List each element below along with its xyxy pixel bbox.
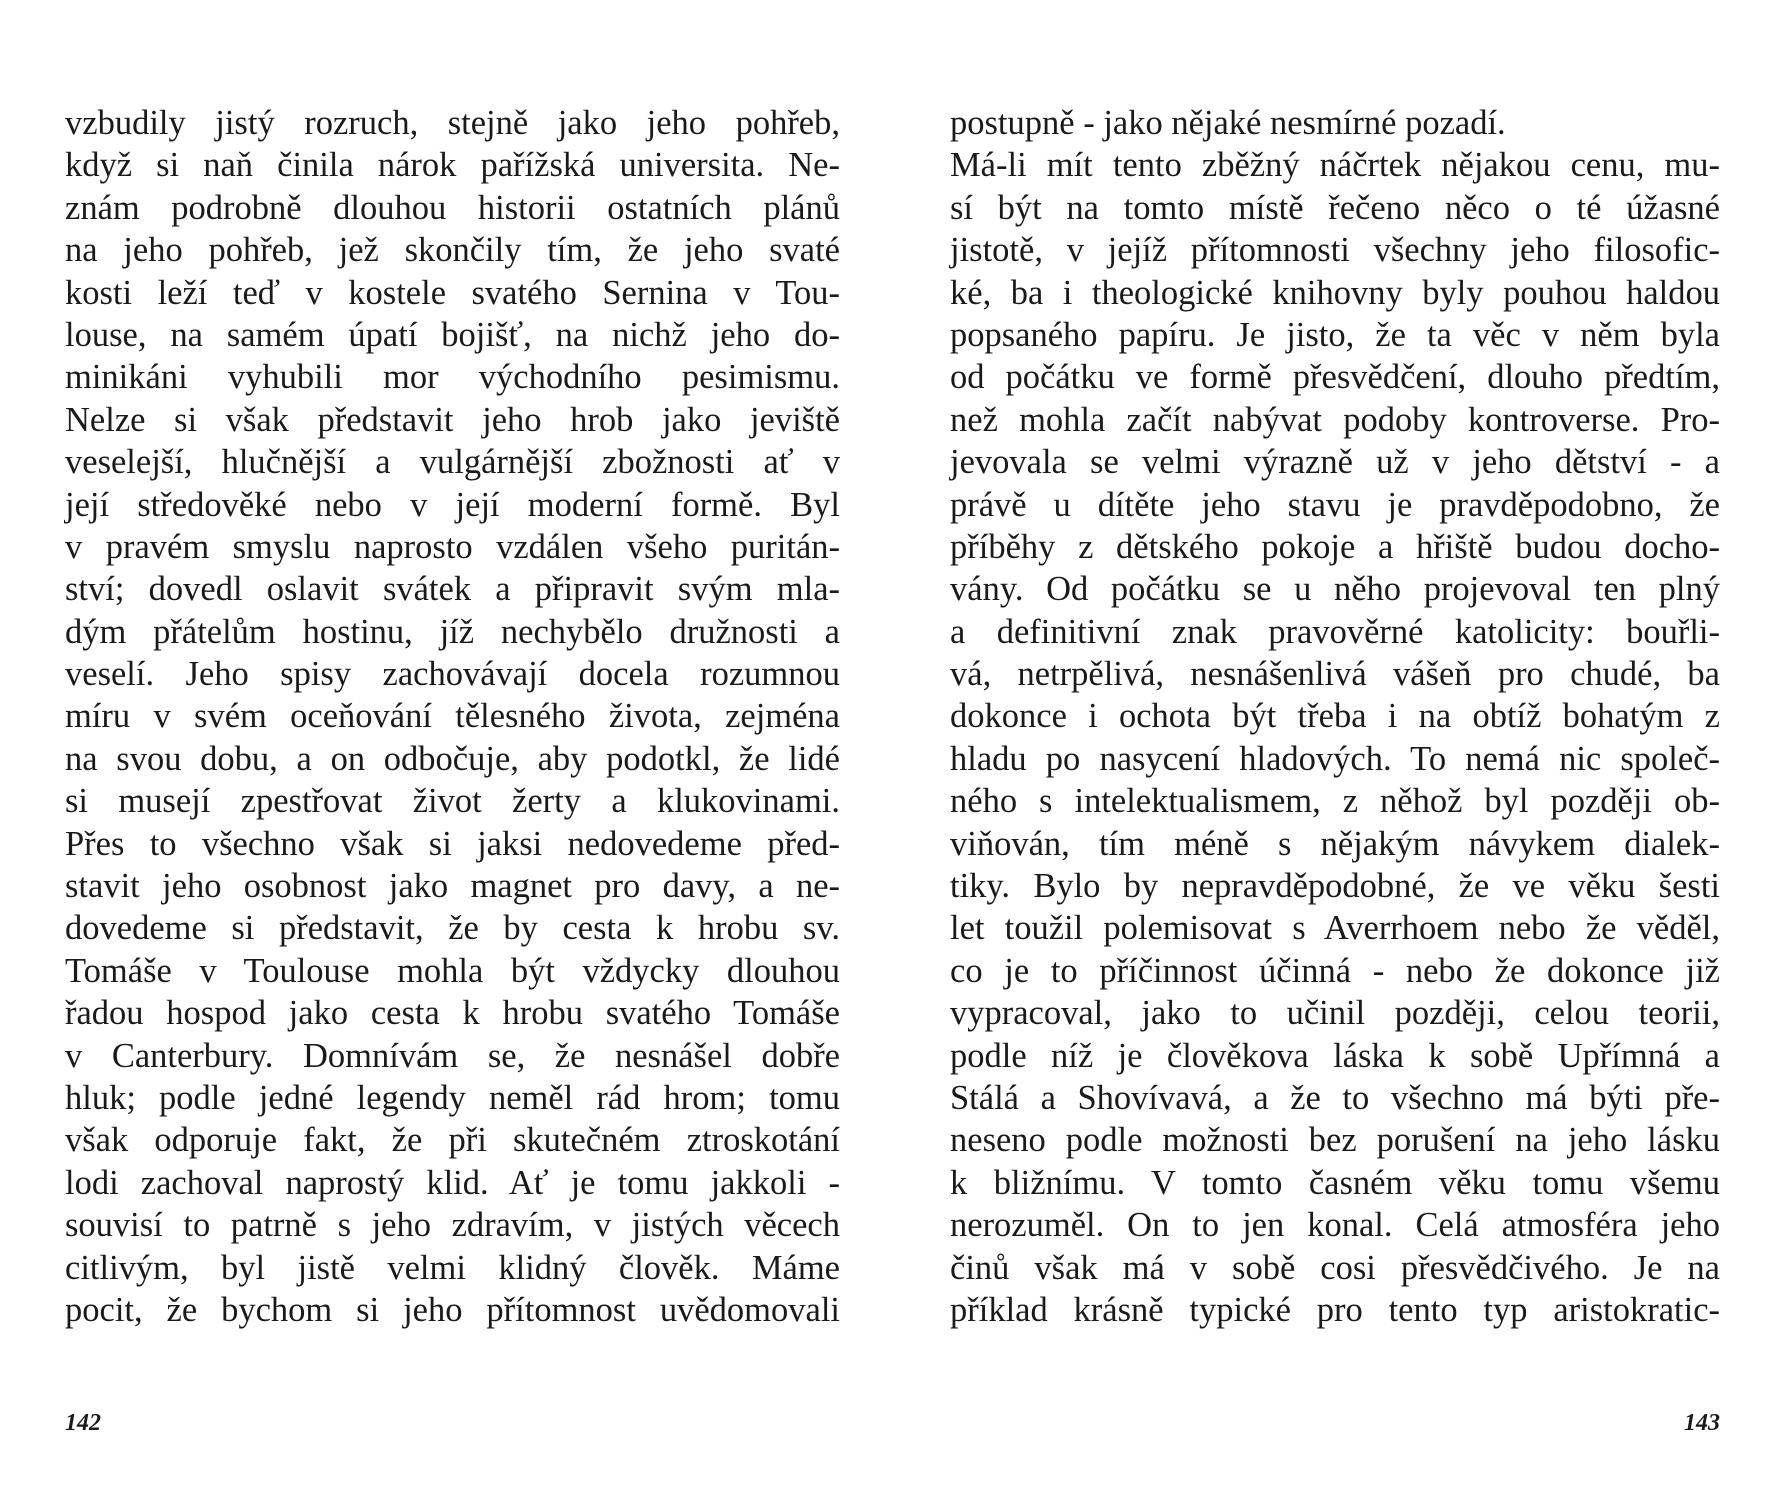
- right-page-number: 143: [1684, 1410, 1720, 1436]
- text-line: vány. Od počátku se u něho projevoval ten plný: [950, 570, 1720, 609]
- text-line: viňován, tím méně s nějakým návykem dialek-: [950, 824, 1720, 863]
- text-line: ného s intelektualismem, z něhož byl později ob-: [950, 782, 1720, 821]
- text-line: Stálá a Shovívavá, a že to všechno má býti pře-: [950, 1078, 1720, 1117]
- text-line: podle níž je člověkova láska k sobě Upřímná a: [950, 1036, 1720, 1075]
- text-line: neseno podle možnosti bez porušení na jeho lásku: [950, 1121, 1720, 1160]
- text-line: když si naň činila nárok pařížská universita. Ne-: [65, 146, 840, 185]
- text-line: veselí. Jeho spisy zachovávají docela rozumnou: [65, 655, 840, 694]
- text-line: však odporuje fakt, že při skutečném ztroskotání: [65, 1121, 840, 1160]
- text-line: Přes to všechno však si jaksi nedovedeme před-: [65, 824, 840, 863]
- text-line: louse, na samém úpatí bojišť, na nichž jeho do-: [65, 315, 840, 354]
- text-line: veselejší, hlučnější a vulgárnější zbožnosti ať v: [65, 443, 840, 482]
- text-line: Nelze si však představit jeho hrob jako jeviště: [65, 400, 840, 439]
- text-line: tiky. Bylo by nepravděpodobné, že ve věku šesti: [950, 867, 1720, 906]
- text-line: popsaného papíru. Je jisto, že ta věc v něm byla: [950, 315, 1720, 354]
- text-line: pocit, že bychom si jeho přítomnost uvědomovali: [65, 1290, 840, 1329]
- text-line: nerozuměl. On to jen konal. Celá atmosféra jeho: [950, 1206, 1720, 1245]
- text-line: citlivým, byl jistě velmi klidný člověk. Máme: [65, 1248, 840, 1287]
- text-line: stavit jeho osobnost jako magnet pro davy, a ne-: [65, 867, 840, 906]
- text-line: v pravém smyslu naprosto vzdálen všeho puritán-: [65, 527, 840, 566]
- text-line: Má-li mít tento zběžný náčrtek nějakou cenu, mu-: [950, 146, 1720, 185]
- text-line: vypracoval, jako to učinil později, celou teorii,: [950, 994, 1720, 1033]
- text-line: ství; dovedl oslavit svátek a připravit svým mla-: [65, 570, 840, 609]
- text-line: minikáni vyhubili mor východního pesimismu.: [65, 358, 840, 397]
- text-line: její středověké nebo v její moderní formě. Byl: [65, 485, 840, 524]
- text-line: na svou dobu, a on odbočuje, aby podotkl, že lidé: [65, 739, 840, 778]
- text-line: právě u dítěte jeho stavu je pravděpodobno, že: [950, 485, 1720, 524]
- text-line: kosti leží teď v kostele svatého Sernina v Tou-: [65, 273, 840, 312]
- text-line: a definitivní znak pravověrné katolicity: bouřli-: [950, 612, 1720, 651]
- text-line: dovedeme si představit, že by cesta k hrobu sv.: [65, 909, 840, 948]
- text-line: souvisí to patrně s jeho zdravím, v jistých věcech: [65, 1206, 840, 1245]
- text-line: než mohla začít nabývat podoby kontroverse. Pro-: [950, 400, 1720, 439]
- text-line: od počátku ve formě přesvědčení, dlouho předtím,: [950, 358, 1720, 397]
- text-line: ké, ba i theologické knihovny byly pouhou haldou: [950, 273, 1720, 312]
- text-line: hladu po nasycení hladových. To nemá nic společ-: [950, 739, 1720, 778]
- text-line: jevovala se velmi výrazně už v jeho dětství - a: [950, 443, 1720, 482]
- text-line: Tomáše v Toulouse mohla být vždycky dlouhou: [65, 951, 840, 990]
- left-page-number: 142: [65, 1410, 101, 1436]
- text-line: dokonce i ochota být třeba i na obtíž bohatým z: [950, 697, 1720, 736]
- text-line: vzbudily jistý rozruch, stejně jako jeho pohřeb,: [65, 104, 840, 142]
- text-line: činů však má v sobě cosi přesvědčivého. Je na: [950, 1248, 1720, 1287]
- text-line: řadou hospod jako cesta k hrobu svatého Tomáše: [65, 994, 840, 1033]
- left-page-text: [65, 102, 840, 1331]
- text-line: co je to příčinnost účinná - nebo že dokonce již: [950, 951, 1720, 990]
- text-line: na jeho pohřeb, jež skončily tím, že jeho svaté: [65, 231, 840, 270]
- text-line: k bližnímu. V tomto časném věku tomu všemu: [950, 1163, 1720, 1202]
- text-line: lodi zachoval naprostý klid. Ať je tomu jakkoli -: [65, 1163, 840, 1202]
- text-line: míru v svém oceňování tělesného života, zejména: [65, 697, 840, 736]
- text-line: si musejí zpestřovat život žerty a klukovinami.: [65, 782, 840, 821]
- text-line: hluk; podle jedné legendy neměl rád hrom; tomu: [65, 1078, 840, 1117]
- text-line: dým přátelům hostinu, jíž nechybělo družnosti a: [65, 612, 840, 651]
- text-line: vá, netrpělivá, nesnášenlivá vášeň pro chudé, ba: [950, 655, 1720, 694]
- text-line: sí být na tomto místě řečeno něco o té úžasné: [950, 188, 1720, 227]
- text-line: v Canterbury. Domnívám se, že nesnášel dobře: [65, 1036, 840, 1075]
- text-line: let toužil polemisovat s Averrhoem nebo že věděl,: [950, 909, 1720, 948]
- text-line: postupně - jako nějaké nesmírné pozadí.: [950, 104, 1506, 142]
- text-line: příběhy z dětského pokoje a hřiště budou docho-: [950, 527, 1720, 566]
- text-line: příklad krásně typické pro tento typ aristokratic-: [950, 1290, 1720, 1329]
- text-line: znám podrobně dlouhou historii ostatních plánů: [65, 188, 840, 227]
- right-page-text: [950, 102, 1720, 1331]
- text-line: jistotě, v jejíž přítomnosti všechny jeho filosofic-: [950, 231, 1720, 270]
